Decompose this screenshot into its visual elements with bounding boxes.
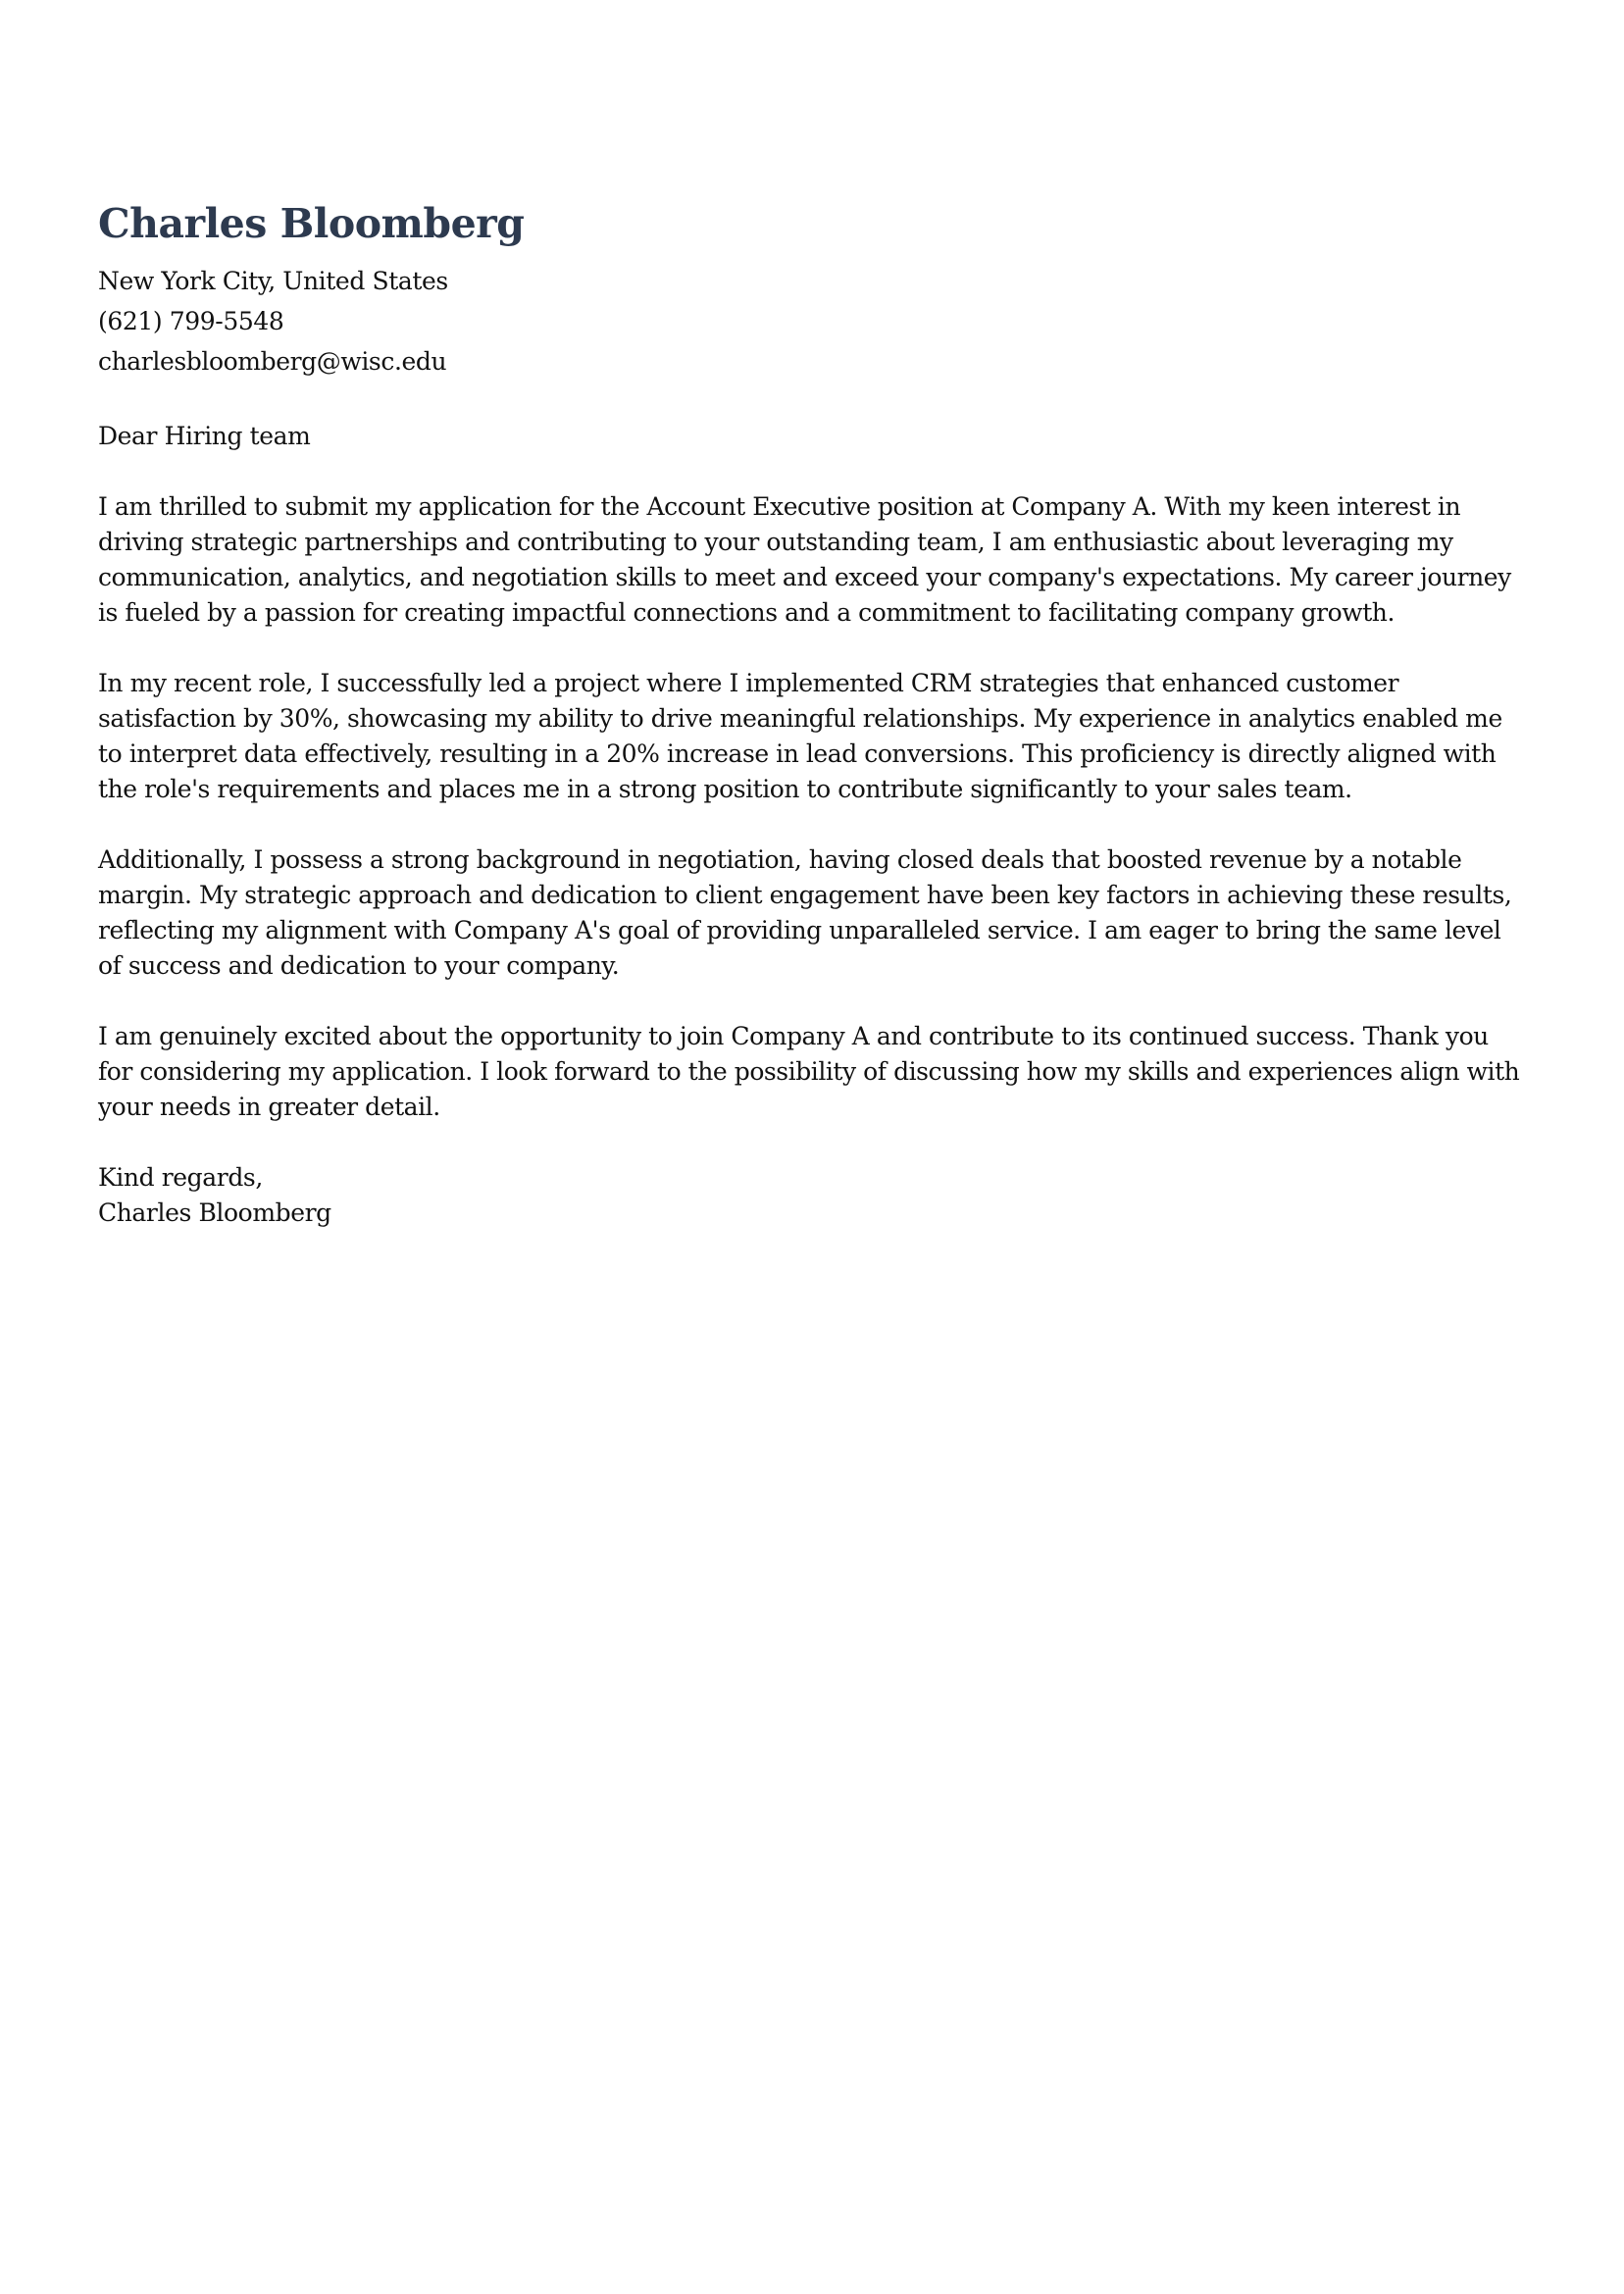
contact-block [98, 261, 1530, 382]
paragraph-4: I am genuinely excited about the opportunity to join Company A and contribute to its continued success. Thank you for considering my application. I look forward to the possibility of discussing how my skills and experiences align with your needs in greater detail. [98, 1022, 1520, 1121]
closing-phrase: Kind regards, [98, 1163, 263, 1192]
paragraph-1: I am thrilled to submit my application for the Account Executive position at Company A. With my keen interest in driving strategic partnerships and contributing to your outstanding team, I am enthusiastic about leveraging my communication, analytics, and negotiation skills to meet and exceed your company's expectations. My career journey is fueled by a passion for creating impactful connections and a commitment to facilitating company growth. [98, 492, 1511, 627]
closing-block [98, 1160, 1530, 1231]
applicant-name: Charles Bloomberg [98, 200, 525, 247]
phone: (621) 799-5548 [98, 307, 284, 335]
signature: Charles Bloomberg [98, 1198, 331, 1227]
location: New York City, United States [98, 267, 448, 295]
cover-letter-page [98, 194, 1530, 1231]
email: charlesbloomberg@wisc.edu [98, 347, 447, 376]
paragraph-2: In my recent role, I successfully led a project where I implemented CRM strategies that enhanced customer satisfaction by 30%, showcasing my ability to drive meaningful relationships. My experience in analytics enabled me to interpret data effectively, resulting in a 20% increase in lead conversions. This proficiency is directly aligned with the role's requirements and places me in a strong position to contribute significantly to your sales team. [98, 669, 1502, 803]
greeting: Dear Hiring team [98, 422, 311, 450]
paragraph-3: Additionally, I possess a strong background in negotiation, having closed deals that boosted revenue by a notable margin. My strategic approach and dedication to client engagement have been key factors in achieving these results, reflecting my alignment with Company A's goal of providing unparalleled service. I am eager to bring the same level of success and dedication to your company. [98, 845, 1512, 980]
